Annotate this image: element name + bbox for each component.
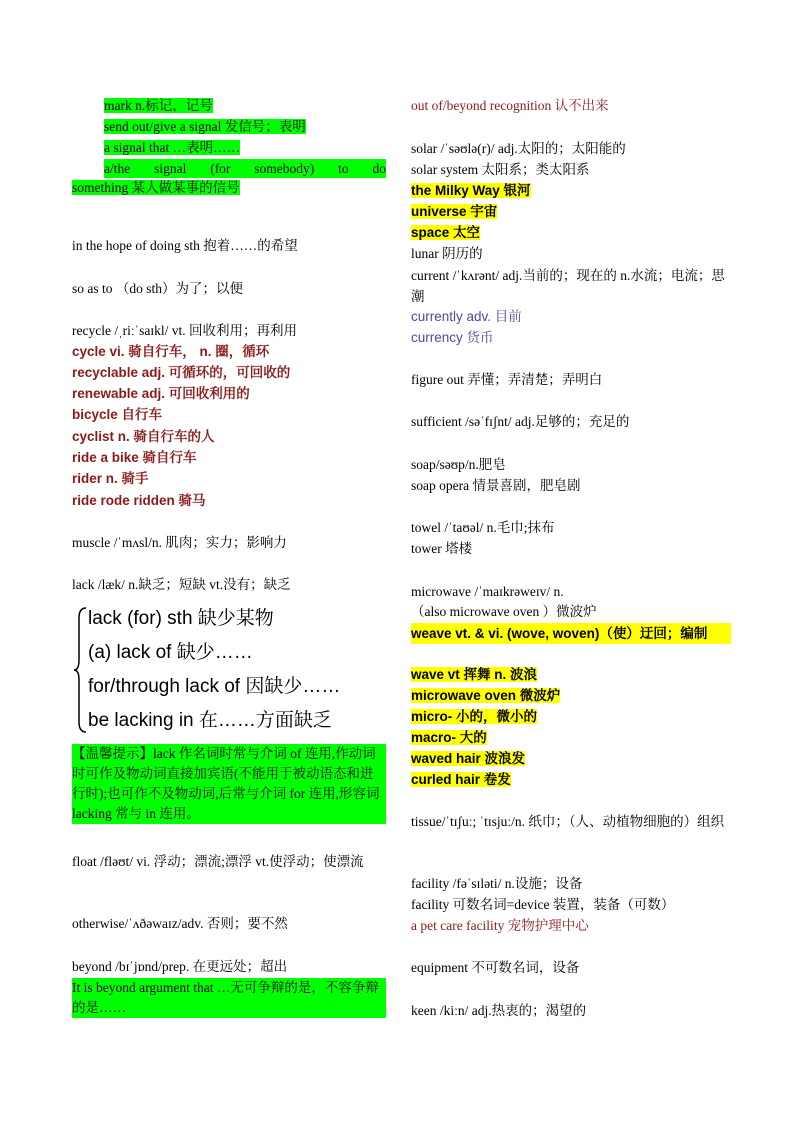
recycle-entry: recycle /ˌriːˈsaɪkl/ vt. 回收利用；再利用 — [72, 323, 297, 338]
cycle-word: cycle vi. 骑自行车， n. 圈，循环 — [72, 344, 270, 359]
soap-opera-entry: soap opera 情景喜剧，肥皂剧 — [411, 478, 581, 493]
lack-phrase-1: lack (for) sth 缺少某物 — [88, 608, 274, 629]
curled-hair-word: curled hair 卷发 — [411, 772, 511, 787]
hope-entry: in the hope of doing sth 抱着……的希望 — [72, 238, 298, 253]
brace-icon — [74, 606, 88, 734]
rider-word: rider n. 骑手 — [72, 471, 149, 486]
figure-entry: figure out 弄懂；弄清楚；弄明白 — [411, 372, 603, 387]
renewable-word: renewable adj. 可回收利用的 — [72, 386, 250, 401]
micro-word: micro- 小的，微小的 — [411, 709, 538, 724]
tower-entry: tower 塔楼 — [411, 541, 473, 556]
soap-entry: soap/səʊp/n.肥皂 — [411, 457, 506, 472]
currently-word: currently adv. 目前 — [411, 309, 522, 324]
wave-word: wave vt 挥舞 n. 波浪 — [411, 667, 538, 682]
so-as-to-entry: so as to （do sth）为了；以便 — [72, 281, 244, 296]
mark-line-1: mark n.标记，记号 — [104, 98, 213, 113]
lunar-entry: lunar 阴历的 — [411, 246, 483, 261]
ride-bike-word: ride a bike 骑自行车 — [72, 450, 197, 465]
otherwise-entry: otherwise/ˈʌðəwaɪz/adv. 否则；要不然 — [72, 916, 288, 931]
ride-forms-word: ride rode ridden 骑马 — [72, 493, 206, 508]
facility-entry: facility /fəˈsɪləti/ n.设施；设备 — [411, 876, 583, 891]
microwave-oven-word: microwave oven 微波炉 — [411, 688, 561, 703]
lack-entry: lack /læk/ n.缺乏；短缺 vt.没有；缺乏 — [72, 577, 291, 592]
recognition-entry: out of/beyond recognition 认不出来 — [411, 98, 609, 113]
lack-phrase-3: for/through lack of 因缺少…… — [88, 676, 341, 697]
float-entry: float /fləʊt/ vi. 浮动；漂流;漂浮 vt.使浮动；使漂流 — [72, 854, 364, 869]
beyond-entry: beyond /bɪˈjɒnd/prep. 在更远处；超出 — [72, 959, 288, 974]
muscle-entry: muscle /ˈmʌsl/n. 肌肉；实力；影响力 — [72, 535, 287, 550]
macro-word: macro- 大的 — [411, 730, 487, 745]
mark-line-4: a/the signal (for somebody) to do — [104, 161, 386, 176]
recyclable-word: recyclable adj. 可循环的，可回收的 — [72, 365, 291, 380]
solar-system-entry: solar system 太阳系；类太阳系 — [411, 162, 590, 177]
tip-box: 【温馨提示】lack 作名词时常与介词 of 连用,作动词时可作及物动词直接加宾语(不能用于被动语态和进行时);也可作不及物动词,后常与介词 for 连用,形容词 lacking 常与 in 连用。 — [72, 744, 386, 824]
facility-countable: facility 可数名词=device 装置，装备（可数） — [411, 897, 675, 912]
milky-way-word: the Milky Way 银河 — [411, 183, 531, 198]
weave-word: weave vt. & vi. (wove, woven)（使）迂回；编制 — [411, 623, 731, 644]
universe-word: universe 宇宙 — [411, 204, 498, 219]
sufficient-entry: sufficient /səˈfɪʃnt/ adj.足够的；充足的 — [411, 414, 630, 429]
keen-entry: keen /kiːn/ adj.热衷的；渴望的 — [411, 1003, 587, 1018]
pet-care-entry: a pet care facility 宠物护理中心 — [411, 918, 589, 933]
currency-word: currency 货币 — [411, 330, 494, 345]
cyclist-word: cyclist n. 骑自行车的人 — [72, 429, 215, 444]
microwave-oven-entry: （also microwave oven ）微波炉 — [411, 604, 597, 619]
mark-line-3: a signal that …表明…… — [104, 140, 241, 155]
beyond-argument: It is beyond argument that …无可争辩的是，不容争辩的是…… — [72, 978, 386, 1018]
lack-phrase-4: be lacking in 在……方面缺乏 — [88, 710, 332, 731]
equipment-entry: equipment 不可数名词，设备 — [411, 960, 580, 975]
mark-line-2: send out/give a signal 发信号；表明 — [104, 119, 306, 134]
space-word: space 太空 — [411, 225, 481, 240]
towel-entry: towel /ˈtaʊəl/ n.毛巾;抹布 — [411, 520, 555, 535]
microwave-entry: microwave /ˈmaɪkrəweɪv/ n. — [411, 584, 564, 599]
waved-hair-word: waved hair 波浪发 — [411, 751, 526, 766]
mark-line-5: something 某人做某事的信号 — [72, 180, 240, 195]
bicycle-word: bicycle 自行车 — [72, 407, 163, 422]
current-entry: current /ˈkʌrənt/ adj.当前的；现在的 n.水流；电流；思潮 — [411, 268, 725, 304]
solar-entry: solar /ˈsəʊlə(r)/ adj.太阳的；太阳能的 — [411, 141, 626, 156]
lack-phrase-2: (a) lack of 缺少…… — [88, 642, 253, 663]
tissue-entry: tissue/ˈtɪʃuː; ˈtɪsjuː/n. 纸巾；（人、动植物细胞的）组织 — [411, 814, 725, 829]
